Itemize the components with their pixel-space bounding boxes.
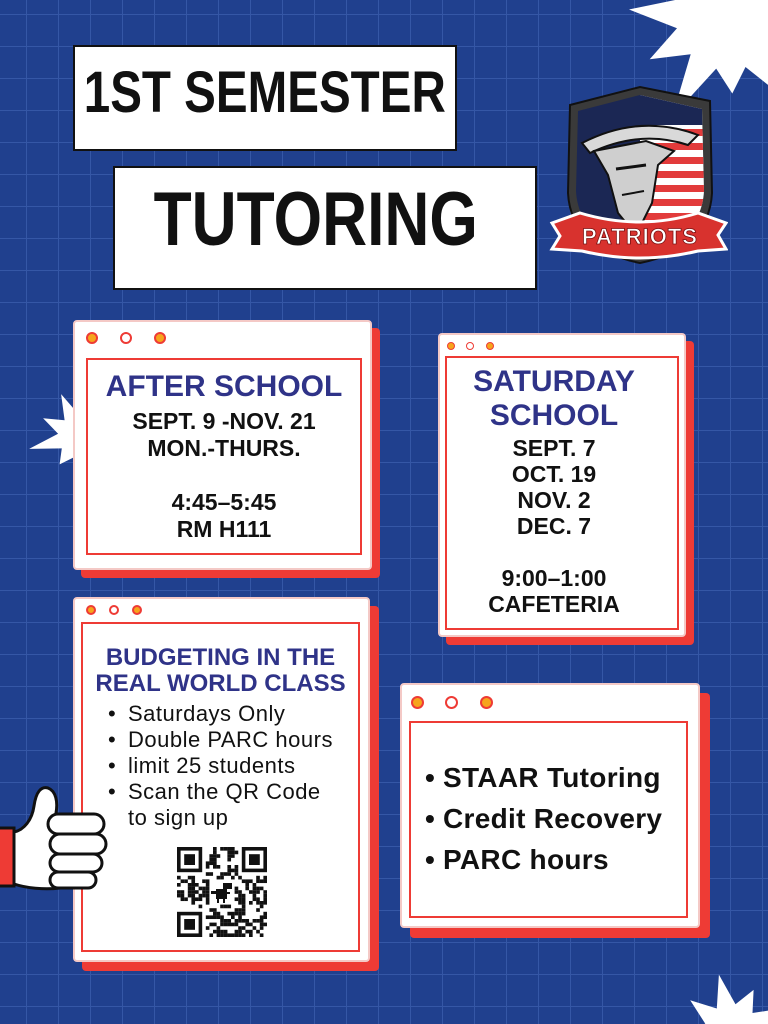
qr-module — [227, 912, 231, 916]
qr-module — [249, 890, 253, 894]
qr-module — [220, 876, 224, 880]
saturday-school-location: CAFETERIA — [488, 591, 620, 617]
qr-module — [231, 854, 235, 858]
window-dot-icon — [86, 605, 96, 615]
qr-module — [238, 876, 242, 880]
qr-module — [209, 858, 213, 862]
qr-module — [191, 894, 195, 898]
qr-module — [231, 933, 235, 937]
qr-module — [242, 912, 246, 916]
list-item: • Credit Recovery — [443, 798, 686, 839]
qr-module — [181, 897, 185, 901]
qr-module — [238, 915, 242, 919]
qr-module — [235, 923, 239, 927]
qr-module — [217, 854, 221, 858]
qr-module — [209, 861, 213, 865]
qr-module — [224, 930, 228, 934]
qr-module — [253, 897, 257, 901]
qr-module — [188, 876, 192, 880]
list-item: • STAAR Tutoring — [443, 757, 686, 798]
qr-module — [217, 912, 221, 916]
saturday-date: SEPT. 7 — [512, 435, 596, 461]
qr-module — [206, 883, 210, 887]
qr-module — [191, 879, 195, 883]
finger — [50, 854, 102, 872]
window-dot-icon — [480, 696, 493, 709]
qr-module — [231, 923, 235, 927]
qr-module — [224, 872, 228, 876]
qr-module — [249, 933, 253, 937]
qr-module — [213, 847, 217, 851]
qr-module — [245, 919, 249, 923]
dino-icon — [227, 892, 230, 894]
qr-module — [177, 883, 181, 887]
after-school-heading: AFTER SCHOOL — [105, 370, 343, 403]
qr-module — [245, 930, 249, 934]
qr-module — [188, 883, 192, 887]
qr-module — [195, 890, 199, 894]
qr-module — [191, 876, 195, 880]
qr-module — [253, 894, 257, 898]
qr-module — [238, 930, 242, 934]
qr-module — [227, 919, 231, 923]
qr-module — [217, 933, 221, 937]
qr-module — [231, 851, 235, 855]
qr-module — [213, 930, 217, 934]
after-school-dates: SEPT. 9 -NOV. 21 — [132, 408, 316, 434]
qr-module — [217, 926, 221, 930]
qr-module — [253, 919, 257, 923]
qr-module — [213, 915, 217, 919]
qr-module — [213, 851, 217, 855]
qr-module — [253, 890, 257, 894]
qr-module — [242, 908, 246, 912]
qr-module — [202, 890, 206, 894]
qr-module — [209, 923, 213, 927]
qr-module — [191, 901, 195, 905]
qr-module — [213, 908, 217, 912]
logo-banner-text: PATRIOTS — [582, 224, 698, 249]
title-box-semester — [73, 45, 457, 151]
title-line-2: TUTORING — [153, 177, 479, 262]
qr-module — [206, 915, 210, 919]
budgeting-heading-line-1: BUDGETING IN THE — [105, 644, 336, 671]
qr-module — [227, 854, 231, 858]
saturday-school-heading-line-2: SCHOOL — [489, 399, 619, 432]
qr-module — [245, 887, 249, 891]
qr-module — [238, 901, 242, 905]
qr-module — [181, 879, 185, 883]
qr-module — [260, 933, 264, 937]
window-dot-icon — [447, 342, 455, 350]
qr-module — [202, 887, 206, 891]
qr-module — [235, 872, 239, 876]
qr-module — [184, 879, 188, 883]
qr-module — [217, 876, 221, 880]
after-school-details — [88, 408, 360, 543]
qr-module — [253, 887, 257, 891]
list-item: • limit 25 students — [128, 753, 358, 779]
qr-module — [256, 876, 260, 880]
qr-module — [220, 905, 224, 909]
qr-module — [227, 872, 231, 876]
qr-module — [177, 894, 181, 898]
qr-module — [213, 912, 217, 916]
budgeting-class-panel — [81, 622, 360, 952]
qr-module — [256, 879, 260, 883]
window-dot-icon — [445, 696, 458, 709]
qr-module — [235, 930, 239, 934]
qr-module — [238, 919, 242, 923]
title-line-1: 1ST SEMESTER — [83, 60, 447, 125]
qr-module — [256, 897, 260, 901]
qr-module — [213, 865, 217, 869]
qr-module — [199, 887, 203, 891]
qr-module — [242, 879, 246, 883]
qr-module — [220, 872, 224, 876]
qr-module — [245, 923, 249, 927]
qr-module — [206, 865, 210, 869]
qr-finder — [184, 919, 195, 930]
qr-module — [260, 926, 264, 930]
qr-module — [209, 915, 213, 919]
qr-module — [220, 923, 224, 927]
qr-module — [253, 883, 257, 887]
qr-module — [235, 865, 239, 869]
qr-module — [188, 887, 192, 891]
saturday-school-panel — [445, 356, 679, 630]
dino-icon — [223, 883, 232, 889]
after-school-days: MON.-THURS. — [147, 435, 301, 461]
qr-module — [227, 869, 231, 873]
qr-module — [177, 890, 181, 894]
qr-module — [242, 919, 246, 923]
qr-module — [260, 905, 264, 909]
qr-module — [220, 915, 224, 919]
qr-module — [206, 890, 210, 894]
qr-module — [256, 901, 260, 905]
qr-module — [263, 912, 267, 916]
qr-module — [224, 933, 228, 937]
qr-module — [181, 890, 185, 894]
qr-module — [242, 926, 246, 930]
qr-code-icon — [177, 847, 267, 937]
window-dot-icon — [466, 342, 474, 350]
qr-module — [213, 858, 217, 862]
qr-module — [238, 890, 242, 894]
qr-module — [238, 933, 242, 937]
qr-module — [227, 851, 231, 855]
qr-module — [206, 861, 210, 865]
qr-module — [199, 905, 203, 909]
list-item: • Saturdays Only — [128, 701, 358, 727]
qr-module — [191, 897, 195, 901]
qr-module — [220, 847, 224, 851]
qr-module — [191, 883, 195, 887]
qr-module — [260, 887, 264, 891]
qr-module — [235, 887, 239, 891]
qr-module — [245, 879, 249, 883]
services-bullet-list — [411, 757, 686, 880]
qr-module — [263, 879, 267, 883]
qr-module — [260, 923, 264, 927]
budgeting-class-card — [73, 597, 370, 962]
qr-module — [213, 861, 217, 865]
budgeting-heading-line-2: REAL WORLD CLASS — [95, 670, 346, 697]
dino-icon — [223, 899, 225, 903]
qr-module — [256, 890, 260, 894]
qr-module — [224, 905, 228, 909]
qr-module — [206, 872, 210, 876]
services-panel — [409, 721, 688, 918]
qr-module — [235, 851, 239, 855]
qr-module — [188, 890, 192, 894]
window-dot-icon — [411, 696, 424, 709]
title-box-tutoring — [113, 166, 537, 290]
qr-module — [231, 912, 235, 916]
qr-module — [242, 933, 246, 937]
saturday-date: NOV. 2 — [517, 487, 591, 513]
qr-module — [231, 869, 235, 873]
qr-module — [263, 901, 267, 905]
qr-module — [245, 883, 249, 887]
window-dot-icon — [109, 605, 119, 615]
qr-module — [191, 890, 195, 894]
qr-module — [238, 897, 242, 901]
qr-module — [242, 905, 246, 909]
window-dot-icon — [86, 332, 98, 344]
qr-module — [213, 854, 217, 858]
qr-module — [256, 887, 260, 891]
qr-module — [202, 894, 206, 898]
window-dot-icon — [486, 342, 494, 350]
qr-module — [249, 901, 253, 905]
finger — [50, 834, 106, 854]
qr-module — [195, 897, 199, 901]
qr-module — [177, 876, 181, 880]
qr-module — [253, 926, 257, 930]
saturday-school-time: 9:00–1:00 — [501, 565, 607, 591]
qr-module — [227, 858, 231, 862]
qr-module — [231, 915, 235, 919]
qr-module — [260, 879, 264, 883]
qr-module — [217, 915, 221, 919]
qr-module — [199, 894, 203, 898]
qr-module — [224, 919, 228, 923]
qr-module — [260, 919, 264, 923]
qr-module — [209, 854, 213, 858]
dino-icon — [216, 889, 227, 899]
qr-module — [206, 879, 210, 883]
qr-module — [184, 897, 188, 901]
qr-module — [238, 908, 242, 912]
qr-module — [238, 894, 242, 898]
window-dot-icon — [132, 605, 142, 615]
qr-module — [242, 897, 246, 901]
qr-module — [209, 908, 213, 912]
qr-module — [235, 919, 239, 923]
window-dot-icon — [154, 332, 166, 344]
qr-finder — [184, 854, 195, 865]
qr-module — [227, 905, 231, 909]
qr-module — [206, 887, 210, 891]
finger — [50, 872, 96, 888]
saturday-school-heading-line-1: SATURDAY — [473, 365, 635, 398]
qr-module — [242, 901, 246, 905]
qr-module — [217, 930, 221, 934]
qr-finder — [249, 854, 260, 865]
qr-module — [206, 897, 210, 901]
dino-icon — [217, 899, 219, 903]
list-item: • Double PARC hours — [128, 727, 358, 753]
qr-module — [195, 883, 199, 887]
qr-module — [235, 897, 239, 901]
qr-module — [263, 923, 267, 927]
qr-module — [231, 847, 235, 851]
qr-module — [227, 865, 231, 869]
finger — [48, 814, 104, 834]
qr-module — [227, 847, 231, 851]
qr-module — [206, 901, 210, 905]
qr-module — [238, 926, 242, 930]
qr-modules — [177, 847, 267, 937]
services-card — [400, 683, 700, 928]
list-item: • PARC hours — [443, 839, 686, 880]
qr-module — [235, 869, 239, 873]
qr-module — [256, 919, 260, 923]
qr-module — [224, 923, 228, 927]
qr-module — [263, 915, 267, 919]
saturday-date: OCT. 19 — [511, 461, 597, 487]
qr-module — [202, 879, 206, 883]
qr-module — [231, 876, 235, 880]
sleeve-cuff — [0, 828, 14, 886]
qr-module — [260, 915, 264, 919]
qr-module — [209, 872, 213, 876]
qr-module — [256, 908, 260, 912]
qr-module — [206, 926, 210, 930]
qr-module — [235, 908, 239, 912]
saturday-school-card — [438, 333, 686, 637]
qr-module — [188, 894, 192, 898]
after-school-panel — [86, 358, 362, 555]
thumbs-up-icon — [0, 780, 112, 896]
after-school-time: 4:45–5:45 — [171, 489, 277, 515]
list-item: • Scan the QR Code to sign up — [128, 779, 358, 831]
qr-module — [213, 923, 217, 927]
qr-module — [256, 930, 260, 934]
qr-module — [238, 912, 242, 916]
qr-module — [191, 887, 195, 891]
qr-module — [220, 933, 224, 937]
budgeting-bullet-list — [83, 701, 358, 831]
after-school-room: RM H111 — [176, 516, 272, 542]
starburst-icon — [665, 975, 768, 1024]
qr-module — [227, 923, 231, 927]
saturday-school-details — [447, 435, 661, 617]
qr-module — [260, 901, 264, 905]
window-dot-icon — [120, 332, 132, 344]
qr-module — [220, 930, 224, 934]
qr-module — [217, 865, 221, 869]
qr-module — [235, 890, 239, 894]
saturday-date: DEC. 7 — [516, 513, 592, 539]
qr-module — [263, 876, 267, 880]
qr-module — [209, 933, 213, 937]
qr-module — [206, 894, 210, 898]
qr-module — [249, 923, 253, 927]
qr-module — [263, 894, 267, 898]
qr-module — [263, 897, 267, 901]
qr-module — [235, 912, 239, 916]
qr-module — [220, 919, 224, 923]
qr-module — [235, 933, 239, 937]
qr-module — [249, 930, 253, 934]
patriots-logo-icon — [548, 85, 728, 265]
dino-icon — [211, 891, 216, 894]
qr-module — [263, 890, 267, 894]
qr-module — [224, 847, 228, 851]
qr-module — [227, 933, 231, 937]
after-school-card — [73, 320, 372, 570]
qr-module — [199, 897, 203, 901]
qr-module — [242, 894, 246, 898]
qr-module — [181, 894, 185, 898]
qr-module — [249, 879, 253, 883]
